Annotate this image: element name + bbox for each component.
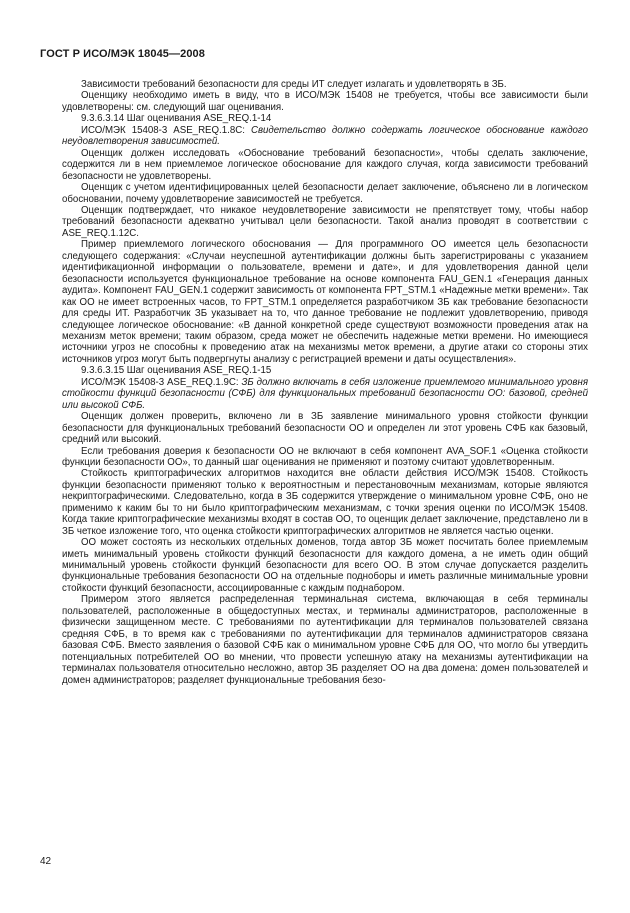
step-heading: 9.3.6.3.15 Шаг оценивания ASE_REQ.1-15 [81,365,272,377]
step-heading: 9.3.6.3.14 Шаг оценивания ASE_REQ.1-14 [81,113,272,125]
requirement-citation [62,125,588,148]
citation-lead: ИСО/МЭК 15408-3 ASE_REQ.1.8С: [81,124,251,136]
paragraph: ОО может состоять из нескольких отдельных доменов, тогда автор ЗБ может посчитать более приемлемым иметь минимальный уровень стойкости функций безопасности для каждого домена, а не иметь один общий минимальный уровень стойкости функций безопасности для всего ОО. В этом случае допускается разделить функциональные требования безопасности ОО на отдельные подноборы и иметь различные минимальные уровни стойкости функций безопасности, ассоциированные с каждым поднабором. [62,537,588,594]
paragraph: Зависимости требований безопасности для среды ИТ следует излагать и удовлетворять в ЗБ. [81,79,507,90]
example-paragraph: Пример приемлемого логического обоснования — Для программного ОО имеется цель безопасности следующего содержания: «Случаи неуспешной аутентификации должны быть зарегистрированы с указанием идентификационной информации о пользователе, времени и дате», и для удовлетворения данной цели безопасности используется функциональное требование на основе компонента FAU_GEN.1 «Генерация данных аудита». Компонент FAU_GEN.1 содержит зависимость от компонента FPT_STM.1 «Надежные метки времени». Так как ОО не имеет встроенных часов, то FPT_STM.1 определяется разработчиком ЗБ как требование безопасности для среды ИТ. Разработчик ЗБ указывает на то, что данное требование не подлежит удовлетворению, приводя следующее логическое обоснование: «В данной конкретной среде существуют возможности проведения атак на механизм меток времени; таким образом, среда может не обеспечить надежные метки времени. Но имеющиеся источники угроз не способны к проведению атак на механизмы меток времени, а другие атаки со стороны этих источников угроз могут быть подвергнуты анализу с регистрацией времени и даты осуществления». [62,239,588,365]
citation-lead: ИСО/МЭК 15408-3 ASE_REQ.1.9С: [81,376,242,388]
paragraph: Стойкость криптографических алгоритмов находится вне области действия ИСО/МЭК 15408. Стойкость функции безопасности применяют только к вероятностным и перестановочным механизмам, которые являются некриптографическими. Следовательно, когда в ЗБ содержится утверждение о минимальном уровне СФБ, оно не применимо к каким бы то ни было криптографическим механизмам, с точки зрения оценки по ИСО/МЭК 15408. Когда такие криптографические механизмы входят в состав ОО, то оценщик делает заключение, представлено ли в ЗБ четкое изложение того, что оценка стойкости криптографических алгоритмов не является частью оценки. [62,468,588,537]
citation-italic: Свидетельство должно содержать логическое обоснование каждого неудовлетворения зависимостей. [62,124,588,148]
page-number: 42 [40,856,52,867]
paragraph: Примером этого является распределенная терминальная система, включающая в себя терминалы пользователей, расположенные в общедоступных местах, и терминалы администраторов, расположенные в физически защищенном месте. С требованиями по аутентификации для терминалов пользователей связана средняя СФБ, в то время как с требованиями по аутентификации для терминалов администраторов связана базовая СФБ. Вместо заявления о базовой СФБ как о минимальном уровне СФБ для ОО, что могло бы утвердить потенциальных потребителей ОО во мнении, что провести успешную атаку на механизмы аутентификации на терминалах пользователя относительно несложно, автор ЗБ разделяет ОО на два домена: домен пользователей и домен администраторов; разделяет функциональные требования безо- [62,594,588,686]
requirement-citation [62,377,588,411]
paragraph: Оценщик должен исследовать «Обоснование требований безопасности», чтобы сделать заключение, содержится ли в нем приемлемое логическое обоснование для каждого случая, когда зависимости требований безопасности не удовлетворены. [62,147,588,182]
paragraph: Если требования доверия к безопасности ОО не включают в себя компонент AVA_SOF.1 «Оценка стойкости функции безопасности ОО», то данный шаг оценивания не применяют и поэтому считают удовлетворенным. [62,445,588,468]
paragraph: Оценщик с учетом идентифицированных целей безопасности делает заключение, объяснено ли в логическом обосновании, почему удовлетворение зависимостей не требуется. [62,182,588,205]
citation-italic: ЗБ должно включать в себя изложение приемлемого минимального уровня стойкости функций безопасности (СФБ) для функциональных требований безопасности ОО: базовой, средней или высокой СФБ. [62,376,588,411]
page-header-standard: ГОСТ Р ИСО/МЭК 18045—2008 [40,48,205,60]
body-text [62,79,588,686]
paragraph: Оценщику необходимо иметь в виду, что в ИСО/МЭК 15408 не требуется, чтобы все зависимости были удовлетворены: см. следующий шаг оценивания. [62,90,588,113]
paragraph: Оценщик подтверждает, что никакое неудовлетворение зависимости не препятствует тому, чтобы набор требований безопасности адекватно учитывал цели безопасности. Такой анализ проводят в соответствии с ASE_REQ.1.12С. [62,204,588,239]
paragraph: Оценщик должен проверить, включено ли в ЗБ заявление минимального уровня стойкости функции безопасности для функциональных требований безопасности ОО и определен ли этот уровень СФБ как базовый, средний или высокий. [62,411,588,446]
